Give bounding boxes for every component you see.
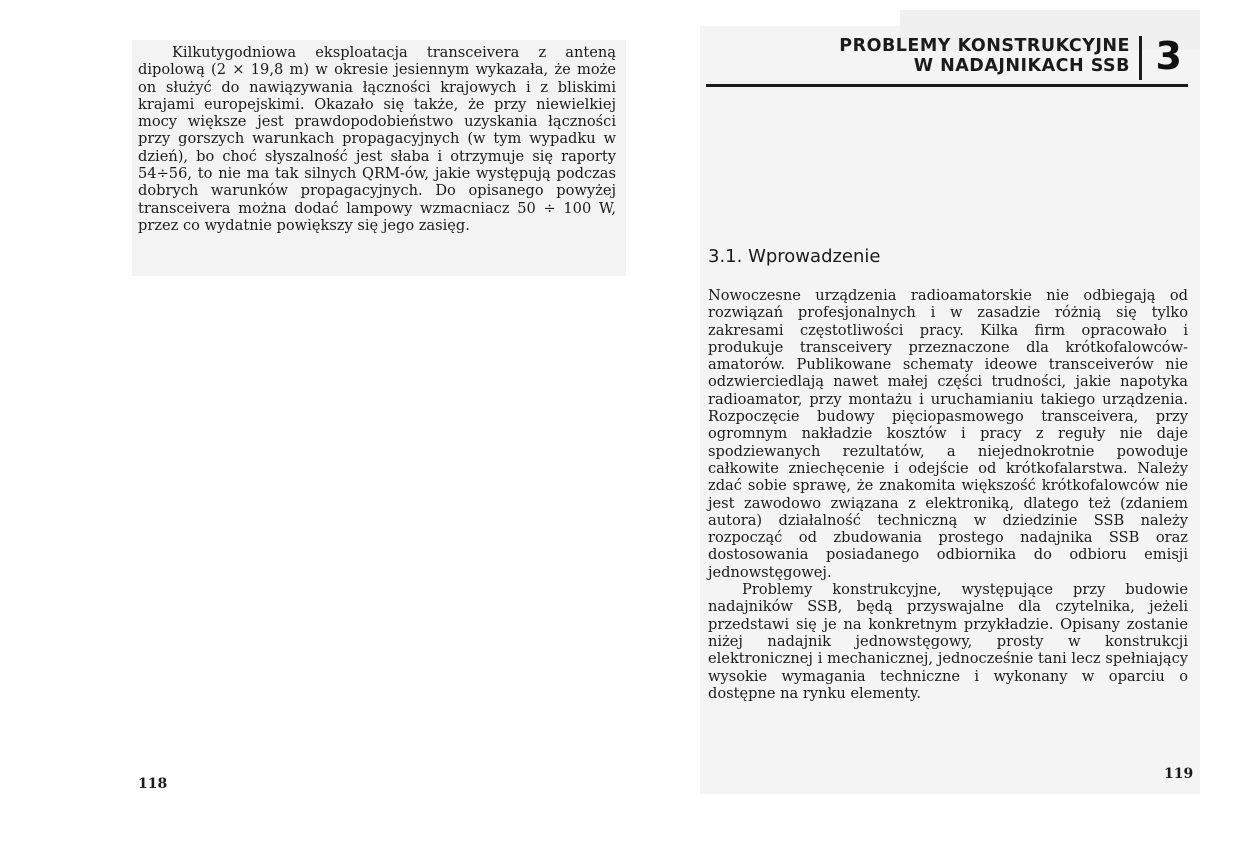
right-page-paragraph-2: Problemy konstrukcyjne, występujące przy budowie nadajników SSB, będą przyswajalne dla czytelnika, jeżeli przedstawi się je na konkretnym przykładzie. Opisany zostanie niżej nadajnik jednowstęgowy, prosty w konstrukcji elektronicznej i mechanicznej, jednocześnie tani lecz spełniający wysokie wymagania techniczne i wykonany w oparciu o dostępne na rynku elementy. [708, 581, 1188, 702]
chapter-title-line1: PROBLEMY KONSTRUKCYJNE [839, 36, 1130, 56]
right-page-paragraph-1: Nowoczesne urządzenia radioamatorskie nie odbiegają od rozwiązań profesjonalnych i w zasadzie różnią się tylko zakresami częstotliwości pracy. Kilka firm opracowało i produkuje transceivery przeznaczone dla krótkofalowców-amatorów. Publikowane schematy ideowe transceiverów nie odzwierciedlają nawet małej części trudności, jakie napotyka radioamator, przy montażu i uruchamianiu takiego urządzenia. Rozpoczęcie budowy pięciopasmowego transceivera, przy ogromnym nakładzie kosztów i pracy z reguły nie daje spodziewanych rezultatów, a niejednokrotnie powoduje całkowite zniechęcenie i odejście od krótkofalarstwa. Należy zdać sobie sprawę, że znakomita większość krótkofalowców nie jest zawodowo związana z elektroniką, dlatego też (zdaniem autora) działalność techniczną w dziedzinie SSB należy rozpocząć od zbudowania prostego nadajnika SSB oraz dostosowania posiadanego odbiornika do odbioru emisji jednowstęgowej. [708, 287, 1188, 581]
left-page-text [138, 44, 616, 234]
chapter-number: 3 [1155, 34, 1182, 78]
right-page-number: 119 [1164, 766, 1194, 782]
chapter-title [839, 36, 1130, 76]
left-page-paragraph: Kilkutygodniowa eksploatacja transceivera z anteną dipolową (2 × 19,8 m) w okresie jesiennym wykazała, że może on służyć do nawiązywania łączności krajowych i z bliskimi krajami europejskimi. Okazało się także, że przy niewielkiej mocy większe jest prawdopodobieństwo uzyskania łączności przy gorszych warunkach propagacyjnych (w tym wypadku w dzień), bo choć słyszalność jest słaba i otrzymuje się raporty 54÷56, to nie ma tak silnych QRM-ów, jakie występują podczas dobrych warunków propagacyjnych. Do opisanego powyżej transceivera można dodać lampowy wzmacniacz 50 ÷ 100 W, przez co wydatnie powiększy się jego zasięg. [138, 44, 616, 234]
left-page-number: 118 [138, 776, 168, 792]
chapter-header-rule [706, 84, 1188, 87]
section-heading: 3.1. Wprowadzenie [708, 246, 881, 267]
chapter-header [706, 34, 1188, 84]
right-page-text [708, 287, 1188, 702]
chapter-divider [1139, 36, 1142, 80]
chapter-title-line2: W NADAJNIKACH SSB [913, 56, 1130, 76]
